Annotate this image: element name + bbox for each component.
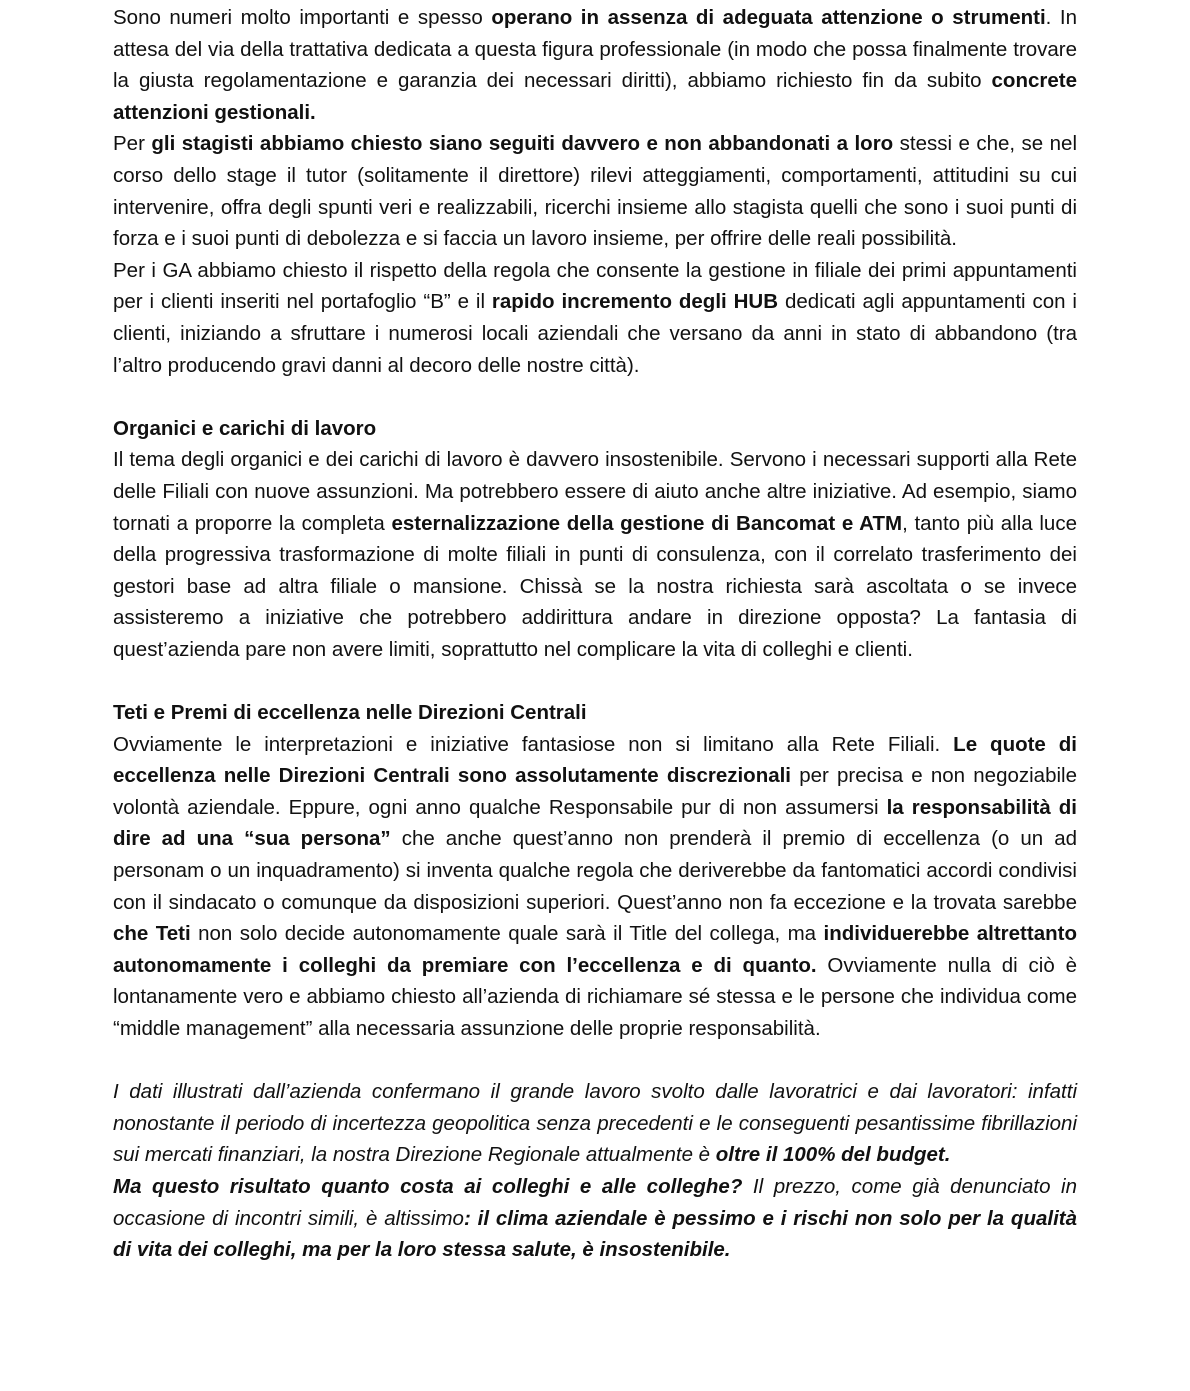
text-run: Il tema degli organici e dei carichi di lavoro è davvero insostenibile. Servono i necessari supporti alla Rete delle Filiali con nuove assunzioni. Ma potrebbero essere di aiuto anche altre iniziative. Ad esempio, siamo tornati a proporre la completa <box>113 448 1077 535</box>
bold-text-run: gli stagisti abbiamo chiesto siano seguiti davvero e non abbandonati a loro <box>151 132 894 156</box>
text-run: . In attesa del via della trattativa dedicata a questa figura professionale (in modo che possa finalmente trovare la giusta regolamentazione e garanzia dei necessari diritti), abbiamo richiesto fin da subito <box>113 6 1077 93</box>
text-run: Per i GA abbiamo chiesto il rispetto della regola che consente la gestione in filiale dei primi appuntamenti per i clienti inseriti nel portafoglio “B” e il <box>113 258 1077 314</box>
text-run: , tanto più alla luce della progressiva trasformazione di molte filiali in punti di consulenza, con il correlato trasferimento dei gestori base ad altra filiale o mansione. Chissà se la nostra richiesta sarà ascoltata o se invece assisteremo a iniziative che potrebbero addirittura andare in direzione opposta? La fantasia di quest’azienda pare non avere limiti, soprattutto nel complicare la vita di colleghi e clienti. <box>113 511 1077 661</box>
paragraph-numeri-importanti <box>113 2 1077 128</box>
text-run: per precisa e non negoziabile volontà aziendale. Eppure, ogni anno qualche Responsabile pur di non assumersi <box>113 764 1077 819</box>
text-run: Ovviamente le interpretazioni e iniziative fantasiose non si limitano alla Rete Filiali. <box>113 732 954 756</box>
section-heading-teti: Teti e Premi di eccellenza nelle Direzioni Centrali <box>113 701 587 725</box>
text-run: Sono numeri molto importanti e spesso <box>113 6 492 29</box>
document-page <box>113 2 1077 1266</box>
bold-text-run: Le quote di eccellenza nelle Direzioni Centrali sono assolutamente discrezionali <box>113 732 1077 788</box>
paragraph-spacer <box>113 381 1077 413</box>
bold-text-run: : il clima aziendale è pessimo e i rischi non solo per la qualità di vita dei colleghi, ma per la loro stessa salute, è insostenibile. <box>113 1206 1077 1262</box>
text-run: Il prezzo, come già denunciato in occasione di incontri simili, è altissimo <box>113 1174 1077 1230</box>
text-run: I dati illustrati dall’azienda confermano il grande lavoro svolto dalle lavoratrici e dai lavoratori: infatti nonostante il periodo di incertezza geopolitica senza precedenti e le conseguenti pesantissime fibrillazioni sui mercati finanziari, la nostra Direzione Regionale attualmente è <box>113 1080 1077 1167</box>
bold-text-run: concrete attenzioni gestionali. <box>113 69 1077 124</box>
paragraph-organici <box>113 444 1077 665</box>
bold-text-run: la responsabilità di dire ad una “sua persona” <box>113 795 1077 851</box>
text-run: dedicati agli appuntamenti con i clienti, iniziando a sfruttare i numerosi locali aziendali che versano da anni in stato di abbandono (tra l’altro producendo gravi danni al decoro delle nostre città). <box>113 290 1077 377</box>
section-heading-organici: Organici e carichi di lavoro <box>113 416 377 440</box>
bold-text-run: Ma questo risultato quanto costa ai colleghi e alle colleghe? <box>113 1174 743 1198</box>
paragraph-stagisti <box>113 128 1077 254</box>
paragraph-dati-illustrati <box>113 1076 1077 1171</box>
bold-text-run: rapido incremento degli HUB <box>491 290 779 314</box>
paragraph-teti <box>113 729 1077 1045</box>
text-run: Per <box>113 132 152 156</box>
bold-text-run: esternalizzazione della gestione di Bancomat e ATM <box>391 511 903 535</box>
text-run: stessi e che, se nel corso dello stage il tutor (solitamente il direttore) rilevi atteggiamenti, comportamenti, attitudini su cui intervenire, offra degli spunti veri e realizzabili, ricerchi insieme allo stagista quelli che sono i suoi punti di forza e i suoi punti di debolezza e si faccia un lavoro insieme, per offrire delle reali possibilità. <box>113 132 1077 251</box>
paragraph-spacer <box>113 665 1077 697</box>
text-run: non solo decide autonomamente quale sarà il Title del collega, ma <box>190 922 824 946</box>
paragraph-ga <box>113 255 1077 381</box>
bold-text-run: individuerebbe altrettanto autonomamente i colleghi da premiare con l’eccellenza e di quanto. <box>113 922 1077 977</box>
bold-text-run: che Teti <box>113 922 191 946</box>
bold-text-run: operano in assenza di adeguata attenzione o strumenti <box>491 6 1046 29</box>
paragraph-spacer <box>113 1045 1077 1077</box>
bold-text-run: oltre il 100% del budget. <box>715 1143 951 1167</box>
paragraph-clima-aziendale <box>113 1171 1077 1266</box>
text-run: che anche quest’anno non prenderà il premio di eccellenza (o un ad personam o un inquadramento) si inventa qualche regola che deriverebbe da fantomatici accordi condivisi con il sindacato o comunque da disposizioni superiori. Quest’anno non fa eccezione e la trovata sarebbe <box>113 827 1078 914</box>
text-run: Ovviamente nulla di ciò è lontanamente vero e abbiamo chiesto all’azienda di richiamare sé stessa e le persone che individua come “middle management” alla necessaria assunzione delle proprie responsabilità. <box>113 953 1077 1040</box>
